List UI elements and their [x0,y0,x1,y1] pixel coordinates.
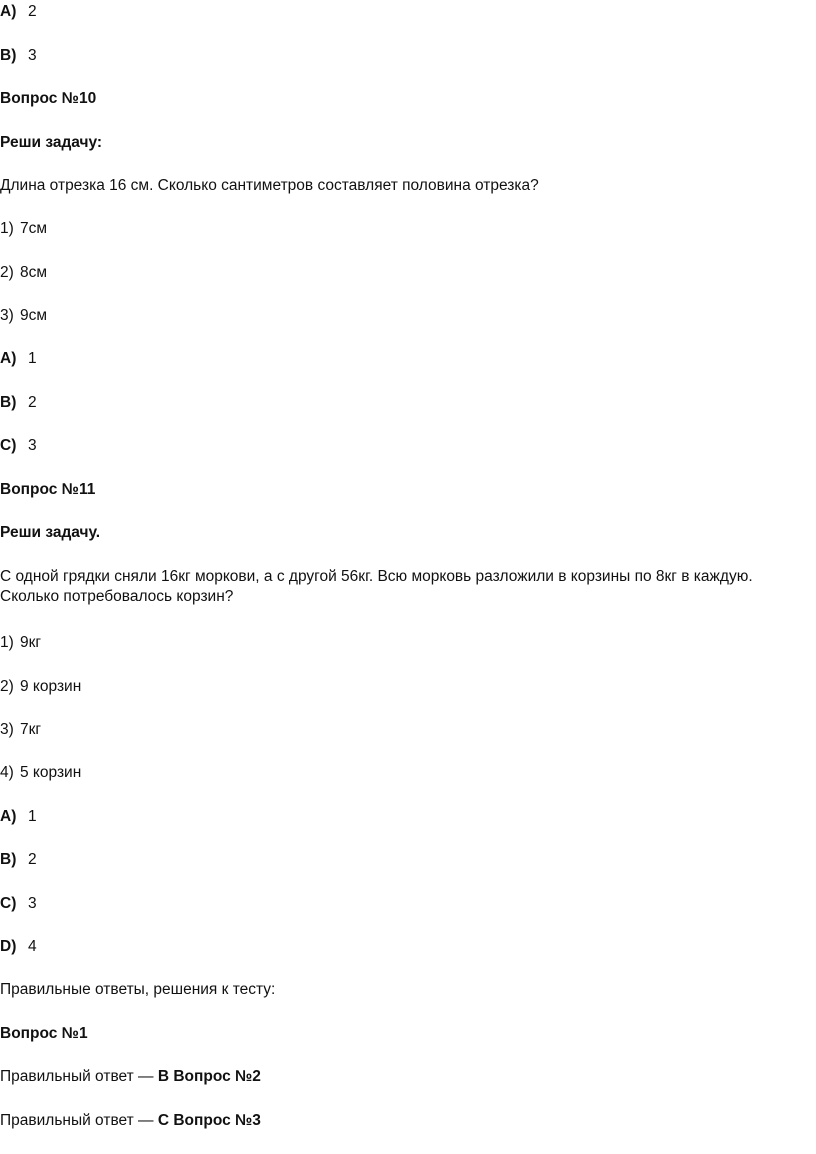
option-value: 3 [28,47,37,64]
solution-prefix: Правильный ответ — [0,1068,158,1085]
question-10-choice-1 [0,219,47,239]
choice-text: 9 корзин [20,678,82,695]
choice-number: 4) [0,764,14,781]
solutions-heading: Правильные ответы, решения к тесту: [0,981,276,998]
option-value: 3 [28,895,37,912]
choice-text: 5 корзин [20,764,82,781]
option-value: 1 [28,808,37,825]
option-letter: C) [0,437,17,454]
question-10-choice-2 [0,263,47,283]
option-value: 2 [28,3,37,20]
option-value: 1 [28,350,37,367]
option-letter: C) [0,895,17,912]
choice-number: 3) [0,721,14,738]
option-letter: B) [0,47,17,64]
question-10-choice-3 [0,306,47,326]
option-letter: D) [0,938,17,955]
question-10-title: Вопрос №10 [0,90,97,107]
question-11-text: С одной грядки сняли 16кг моркови, а с другой 56кг. Всю морковь разложили в корзины по 8кг в каждую. Сколько потребовалось корзин? [0,568,753,605]
option-letter: A) [0,808,17,825]
option-letter: A) [0,3,17,20]
choice-text: 8см [20,264,48,281]
question-10-text: Длина отрезка 16 см. Сколько сантиметров составляет половина отрезка? [0,177,539,194]
question-11-answer-a [0,807,37,827]
solution-answer: B Вопрос №2 [157,1068,261,1085]
option-value: 2 [28,851,37,868]
solution-row-1 [0,1067,261,1087]
choice-text: 9см [20,307,48,324]
question-11-title: Вопрос №11 [0,481,96,498]
option-letter: A) [0,350,17,367]
choice-number: 1) [0,220,14,237]
choice-number: 3) [0,307,14,324]
option-value: 2 [28,394,37,411]
solution-prefix: Правильный ответ — [0,1112,158,1129]
question-11-answer-b [0,850,37,870]
question-11-choice-4 [0,763,81,783]
choice-number: 2) [0,264,14,281]
question-11-choice-1 [0,633,41,653]
choice-text: 7см [20,220,48,237]
option-b [0,46,37,66]
solution-row-2 [0,1111,261,1131]
option-value: 3 [28,437,37,454]
question-11-choice-3 [0,720,41,740]
choice-number: 1) [0,634,14,651]
question-10-answer-b [0,393,37,413]
option-value: 4 [28,938,37,955]
choice-number: 2) [0,678,14,695]
option-letter: B) [0,851,17,868]
choice-text: 9кг [20,634,42,651]
option-a [0,2,37,22]
question-10-answer-c [0,436,37,456]
question-10-instruction: Реши задачу: [0,134,103,151]
solution-answer: C Вопрос №3 [157,1112,261,1129]
question-11-answer-c [0,894,37,914]
choice-text: 7кг [20,721,42,738]
solution-question-1-title: Вопрос №1 [0,1025,88,1042]
option-letter: B) [0,394,17,411]
question-10-answer-a [0,349,37,369]
question-11-instruction: Реши задачу. [0,524,101,541]
question-11-answer-d [0,937,37,957]
question-11-choice-2 [0,677,81,697]
